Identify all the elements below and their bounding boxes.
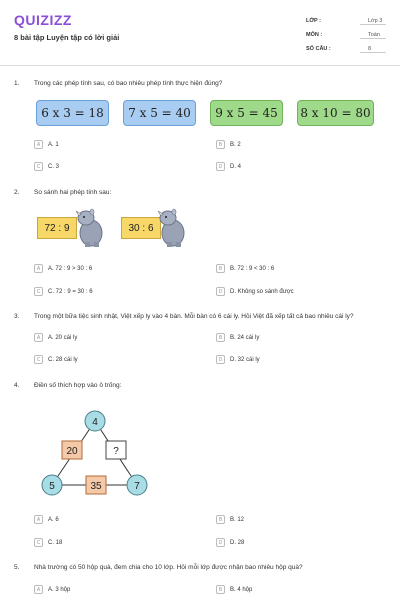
answer-option-a[interactable] <box>34 515 59 524</box>
option-text: B. 4 hộp <box>230 586 253 593</box>
option-text: B. 24 cái ly <box>230 334 260 341</box>
rhino-image <box>156 208 188 248</box>
answer-option-d[interactable] <box>216 162 241 171</box>
meta-key: MÔN : <box>306 32 323 38</box>
meta-value: Toán <box>360 32 386 39</box>
meta-row-subject <box>306 28 386 42</box>
node-label: 5 <box>49 481 55 492</box>
option-letter: C <box>34 355 43 364</box>
option-text: C. 72 : 9 = 30 : 6 <box>48 288 93 295</box>
option-text: A. 20 cái ly <box>48 334 78 341</box>
question-number: 5. <box>14 564 20 571</box>
option-text: D. 28 <box>230 539 245 546</box>
option-letter: D <box>216 162 225 171</box>
box-label: ? <box>113 446 119 457</box>
option-text: C. 18 <box>48 539 63 546</box>
question-number: 2. <box>14 189 20 196</box>
option-letter: A <box>34 333 43 342</box>
option-letter: C <box>34 162 43 171</box>
option-letter: D <box>216 538 225 547</box>
answer-option-d[interactable] <box>216 355 260 364</box>
number-triangle-diagram <box>36 405 158 501</box>
option-text: A. 3 hộp <box>48 586 71 593</box>
option-text: D. 32 cái ly <box>230 356 260 363</box>
box-label: 35 <box>90 481 102 492</box>
option-letter: A <box>34 515 43 524</box>
question-text: So sánh hai phép tính sau: <box>34 189 112 196</box>
meta-value: Lớp 3 <box>360 18 386 25</box>
option-letter: A <box>34 140 43 149</box>
quizizz-logo: QUIZIZZ <box>14 12 72 28</box>
answer-option-c[interactable] <box>34 287 93 296</box>
box-label: 20 <box>66 446 78 457</box>
answer-option-b[interactable] <box>216 515 244 524</box>
meta-key: LỚP : <box>306 18 321 24</box>
question-number: 4. <box>14 382 20 389</box>
sign-board: 30 : 6 <box>121 217 161 239</box>
option-text: A. 6 <box>48 516 59 523</box>
rhino-image <box>74 208 106 248</box>
question-number: 3. <box>14 313 20 320</box>
answer-option-a[interactable] <box>34 140 59 149</box>
equation-tile: 8 x 10 = 80 <box>297 100 374 126</box>
option-letter: D <box>216 287 225 296</box>
option-letter: B <box>216 585 225 594</box>
answer-option-c[interactable] <box>34 162 59 171</box>
meta-value: 8 <box>360 46 386 53</box>
option-letter: D <box>216 355 225 364</box>
node-label: 4 <box>92 417 98 428</box>
option-text: D. 4 <box>230 163 242 170</box>
worksheet-title: 8 bài tập Luyện tập có lời giải <box>14 33 120 42</box>
option-text: A. 1 <box>48 141 59 148</box>
question-text: Điền số thích hợp vào ô trống: <box>34 382 122 389</box>
option-letter: B <box>216 140 225 149</box>
node-label: 7 <box>134 481 140 492</box>
option-letter: A <box>34 264 43 273</box>
equation-tile: 7 x 5 = 40 <box>123 100 196 126</box>
option-text: A. 72 : 9 > 30 : 6 <box>48 265 93 272</box>
answer-option-c[interactable] <box>34 538 62 547</box>
option-text: B. 12 <box>230 516 245 523</box>
answer-option-b[interactable] <box>216 333 259 342</box>
answer-option-d[interactable] <box>216 287 294 296</box>
option-text: B. 72 : 9 < 30 : 6 <box>230 265 275 272</box>
question-text: Trong các phép tính sau, có bao nhiêu phép tính thực hiện đúng? <box>34 80 223 87</box>
answer-option-b[interactable] <box>216 264 274 273</box>
option-text: C. 28 cái ly <box>48 356 78 363</box>
answer-option-a[interactable] <box>34 333 77 342</box>
option-letter: B <box>216 515 225 524</box>
question-text: Trong một bữa tiệc sinh nhật, Việt xếp ly vào 4 bàn. Mỗi bàn có 6 cái ly. Hỏi Việt đã xếp tất cả bao nhiêu cái ly? <box>34 313 354 320</box>
question-text: Nhà trường có 50 hộp quà, đem chia cho 10 lớp. Hỏi mỗi lớp được nhận bao nhiêu hộp quà? <box>34 564 303 571</box>
option-letter: B <box>216 333 225 342</box>
meta-table <box>306 14 386 56</box>
option-text: C. 3 <box>48 163 60 170</box>
question-number: 1. <box>14 80 20 87</box>
option-letter: C <box>34 538 43 547</box>
option-text: D. Không so sánh được <box>230 288 294 295</box>
answer-option-a[interactable] <box>34 585 70 594</box>
answer-option-b[interactable] <box>216 585 252 594</box>
answer-option-b[interactable] <box>216 140 241 149</box>
answer-option-a[interactable] <box>34 264 92 273</box>
option-letter: B <box>216 264 225 273</box>
meta-row-count <box>306 42 386 56</box>
equation-tile: 9 x 5 = 45 <box>210 100 283 126</box>
answer-option-c[interactable] <box>34 355 78 364</box>
worksheet-header <box>0 0 400 66</box>
answer-option-d[interactable] <box>216 538 244 547</box>
option-letter: C <box>34 287 43 296</box>
meta-key: SỐ CÂU : <box>306 46 331 52</box>
option-text: B. 2 <box>230 141 241 148</box>
option-letter: A <box>34 585 43 594</box>
meta-row-class <box>306 14 386 28</box>
equation-tile: 6 x 3 = 18 <box>36 100 109 126</box>
sign-board: 72 : 9 <box>37 217 77 239</box>
